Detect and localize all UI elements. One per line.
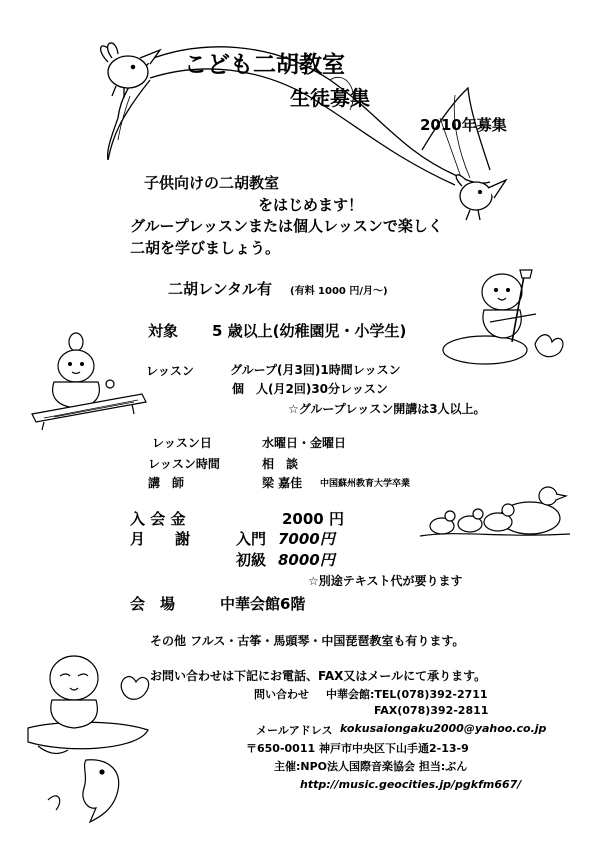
contact-intro: お問い合わせは下記にお電話、FAX又はメールにて承ります。 bbox=[150, 669, 487, 683]
child-erhu-illustration bbox=[440, 262, 575, 372]
lesson-time-value: 相 談 bbox=[262, 457, 299, 471]
lesson-day-value: 水曜日・金曜日 bbox=[262, 436, 347, 450]
lesson-label: レッスン bbox=[146, 364, 194, 378]
monthly-fee-label: 月 謝 bbox=[130, 530, 191, 548]
child-guzheng-illustration bbox=[14, 322, 154, 432]
bird-left-icon bbox=[101, 43, 160, 98]
lesson-group-note: ☆グループレッスン開講は3人以上。 bbox=[288, 402, 486, 416]
venue-value: 中華会館6階 bbox=[220, 595, 306, 613]
contact-email[interactable]: kokusaiongaku2000@yahoo.co.jp bbox=[340, 722, 547, 735]
entry-fee-value: 2000 円 bbox=[282, 510, 344, 528]
lesson-day-label: レッスン日 bbox=[152, 436, 212, 450]
contact-address: 〒650-0011 神戸市中央区下山手通2-13-9 bbox=[246, 742, 469, 755]
beginner-level-fee: 8000円 bbox=[278, 551, 335, 569]
teacher-note: 中国蘇州教育大学卒業 bbox=[320, 479, 411, 489]
other-classes: その他 フルス・古筝・馬頭琴・中国琵琶教室も有ります。 bbox=[150, 634, 465, 648]
lesson-individual: 個 人(月2回)30分レッスン bbox=[232, 382, 388, 396]
intro-line-3: グループレッスンまたは個人レッスンで楽しく bbox=[130, 217, 443, 235]
contact-inquiry-label: 問い合わせ bbox=[254, 688, 309, 701]
teacher-label: 講 師 bbox=[148, 476, 185, 490]
rental-note: (有料 1000 円/月～) bbox=[290, 286, 388, 297]
contact-organizer: 主催:NPO法人国際音楽協会 担当:ぶん bbox=[274, 760, 468, 773]
venue-label: 会 場 bbox=[130, 595, 176, 613]
beginner-level-label: 初級 bbox=[236, 551, 267, 569]
contact-email-label: メールアドレス bbox=[256, 724, 333, 737]
intro-line-1: 子供向けの二胡教室 bbox=[144, 174, 280, 192]
target-label: 対象 bbox=[148, 322, 179, 340]
year-badge: 2010年募集 bbox=[420, 116, 507, 134]
contact-tel: 中華会館:TEL(078)392-2711 bbox=[326, 688, 488, 701]
intro-line-4: 二胡を学びましょう。 bbox=[130, 239, 281, 257]
child-lotus-fish-illustration bbox=[18, 650, 168, 830]
lesson-group: グループ(月3回)1時間レッスン bbox=[230, 363, 401, 377]
entry-fee-label: 入 会 金 bbox=[130, 510, 186, 528]
bird-right-icon bbox=[456, 175, 506, 220]
lesson-time-label: レッスン時間 bbox=[148, 457, 220, 471]
contact-url[interactable]: http://music.geocities.jp/pgkfm667/ bbox=[300, 778, 522, 791]
page-title: こども二胡教室 bbox=[184, 52, 345, 78]
contact-fax: FAX(078)392-2811 bbox=[374, 704, 489, 717]
rental-label: 二胡レンタル有 bbox=[168, 280, 273, 298]
teacher-name: 梁 嘉佳 bbox=[262, 476, 303, 490]
text-fee-note: ☆別途テキスト代が要ります bbox=[308, 574, 463, 588]
intro-level-label: 入門 bbox=[236, 530, 267, 548]
target-value: 5 歳以上(幼稚園児・小学生) bbox=[212, 322, 407, 340]
ducks-illustration bbox=[420, 478, 570, 543]
intro-level-fee: 7000円 bbox=[278, 530, 335, 548]
intro-line-2: をはじめます！ bbox=[258, 196, 364, 214]
page-subtitle: 生徒募集 bbox=[290, 86, 370, 110]
